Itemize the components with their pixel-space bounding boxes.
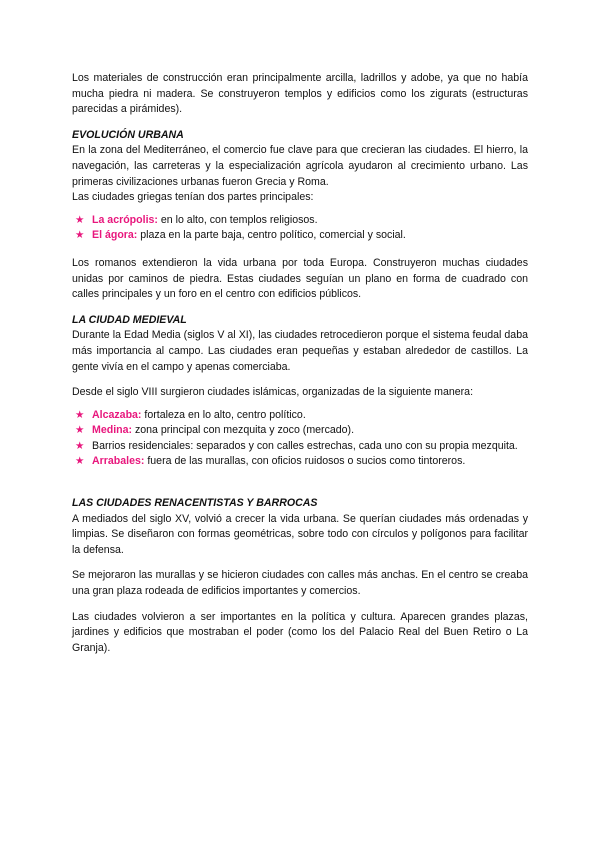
islamic-city-list bbox=[72, 408, 528, 470]
evolucion-paragraph-2: Las ciudades griegas tenían dos partes principales: bbox=[72, 191, 314, 204]
list-item bbox=[72, 454, 528, 470]
star-icon: ★ bbox=[75, 455, 85, 468]
list-item-text: fortaleza en lo alto, centro político. bbox=[141, 408, 306, 421]
renacentistas-paragraph-3: Las ciudades volvieron a ser importantes en la política y cultura. Aparecen grandes plazas, jardines y edificios que mostraban el poder (como los del Palacio Real del Buen Retiro o La Granja). bbox=[72, 610, 528, 654]
list-item-text: en lo alto, con templos religiosos. bbox=[157, 213, 318, 226]
star-icon: ★ bbox=[75, 424, 85, 437]
list-item bbox=[72, 213, 528, 229]
section-title-renacentistas: LAS CIUDADES RENACENTISTAS Y BARROCAS bbox=[72, 497, 318, 510]
list-item-term: El ágora: bbox=[92, 229, 138, 242]
list-item-text: Barrios residenciales: separados y con calles estrechas, cada uno con su propia mezquita. bbox=[92, 439, 518, 452]
list-item bbox=[72, 228, 528, 244]
renacentistas-paragraph-1: A mediados del siglo XV, volvió a crecer la vida urbana. Se querían ciudades más ordenadas y limpias. Se diseñaron con formas geométricas, sobre todo con círculos y polígonos para facilitar la defensa. bbox=[72, 512, 528, 556]
section-title-medieval: LA CIUDAD MEDIEVAL bbox=[72, 313, 187, 326]
evolucion-paragraph-1: En la zona del Mediterráneo, el comercio fue clave para que crecieran las ciudades. El hierro, la navegación, las carreteras y la especialización agrícola ayudaron al crecimiento urbano. Las primeras civilizaciones urbanas fueron Grecia y Roma. bbox=[72, 144, 528, 188]
star-icon: ★ bbox=[75, 213, 85, 226]
list-item-term: Medina: bbox=[92, 424, 133, 437]
evolucion-paragraph-3: Los romanos extendieron la vida urbana por toda Europa. Construyeron muchas ciudades unidas por caminos de piedra. Estas ciudades seguían un plano en forma de cuadrado con calles principales y un foro en el centro con edificios públicos. bbox=[72, 256, 528, 301]
list-item-term: Arrabales: bbox=[92, 455, 145, 468]
list-item-text: plaza en la parte baja, centro político, comercial y social. bbox=[137, 229, 406, 242]
greek-parts-list bbox=[72, 213, 528, 244]
section-title-evolucion: EVOLUCIÓN URBANA bbox=[72, 128, 184, 141]
medieval-paragraph-1: Durante la Edad Media (siglos V al XI), las ciudades retrocedieron porque el sistema feudal daba más importancia al campo. Las ciudades eran pequeñas y estaban alrededor de castillos. La gente vivía en el campo y apenas comerciaba. bbox=[72, 329, 528, 373]
star-icon: ★ bbox=[75, 408, 85, 421]
list-item bbox=[72, 423, 528, 439]
section-spacer bbox=[72, 482, 528, 496]
list-item-text: zona principal con mezquita y zoco (mercado). bbox=[132, 424, 355, 437]
star-icon: ★ bbox=[75, 229, 85, 242]
list-item-term: La acrópolis: bbox=[92, 213, 158, 226]
intro-paragraph: Los materiales de construcción eran principalmente arcilla, ladrillos y adobe, ya que no había mucha piedra ni madera. Se construyeron templos y edificios como los zigurats (estructuras parecidas a pirámides). bbox=[72, 72, 528, 116]
list-item-term: Alcazaba: bbox=[92, 408, 142, 421]
list-item-text: fuera de las murallas, con oficios ruidosos o sucios como tintoreros. bbox=[144, 455, 466, 468]
document-body bbox=[72, 71, 528, 666]
star-icon: ★ bbox=[75, 439, 85, 452]
renacentistas-paragraph-2: Se mejoraron las murallas y se hicieron ciudades con calles más anchas. En el centro se creaba una gran plaza rodeada de edificios importantes y comercios. bbox=[72, 569, 528, 598]
list-item bbox=[72, 439, 528, 455]
list-item bbox=[72, 408, 528, 424]
medieval-paragraph-2: Desde el siglo VIII surgieron ciudades islámicas, organizadas de la siguiente manera: bbox=[72, 386, 474, 399]
